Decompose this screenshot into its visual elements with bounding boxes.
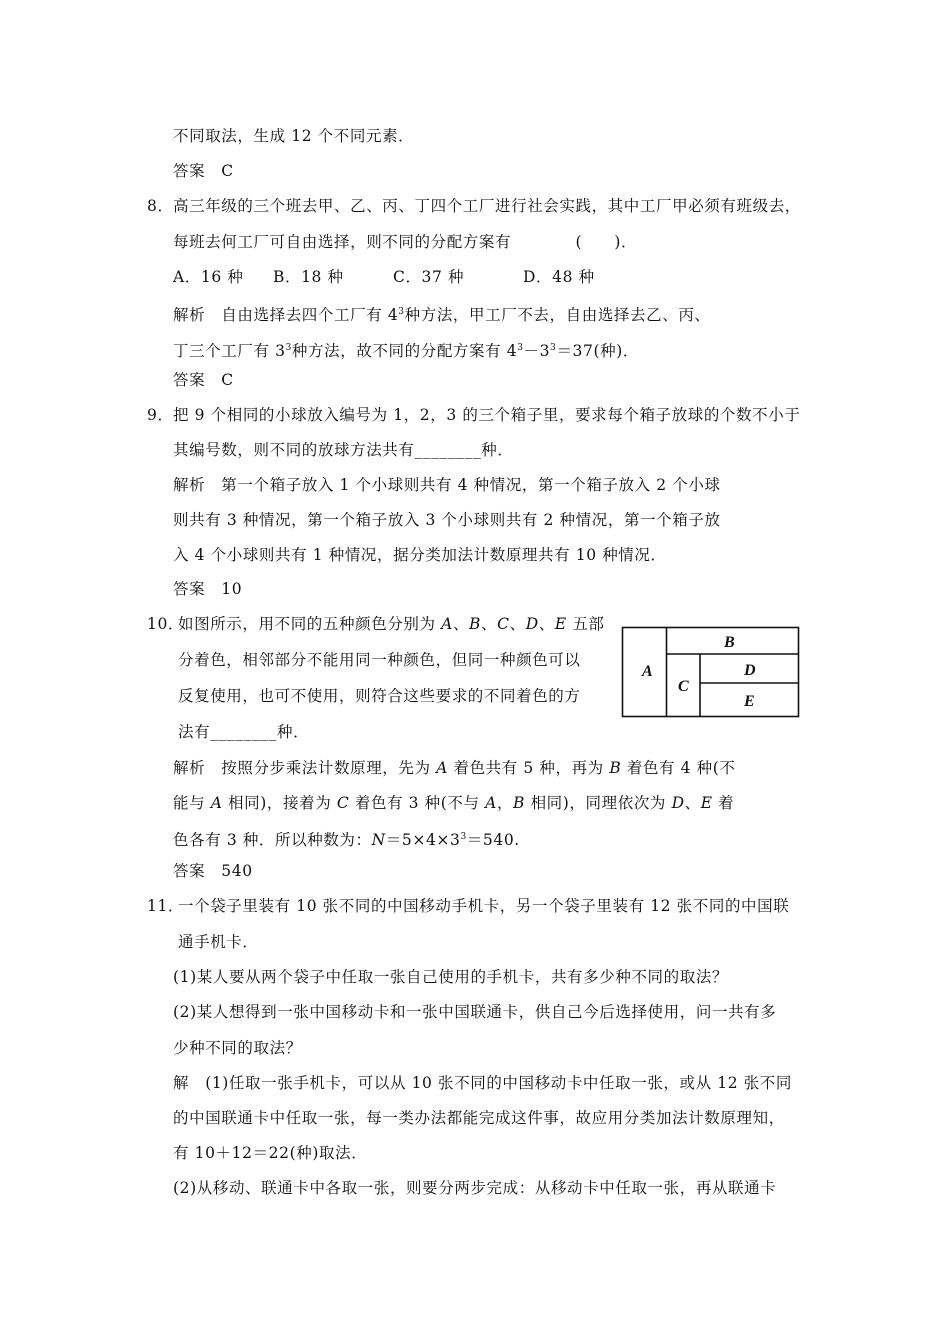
- var-d: D: [525, 615, 539, 633]
- q11-stem-line-1: 一个袋子里装有 10 张不同的中国移动手机卡，另一个袋子里装有 12 张不同的中国联: [178, 897, 790, 915]
- q10-analysis-line-1: [173, 758, 736, 778]
- q11-stem-line-2: 通手机卡．: [178, 933, 259, 951]
- q10-stem-line-2: 分着色，相邻部分不能用同一种颜色，但同一种颜色可以: [178, 651, 581, 669]
- separator: 、: [481, 615, 498, 633]
- q11-solution-line-1: 解 (1)任取一张手机卡，可以从 10 张不同的中国移动卡中任取一张，或从 12 张不同: [173, 1074, 793, 1092]
- q8-analysis-text: 种方法，甲工厂不去，自由选择去乙、丙、: [404, 306, 711, 324]
- q8-stem-line-1: 高三年级的三个班去甲、乙、丙、丁四个工厂进行社会实践，其中工厂甲必须有班级去，: [173, 197, 801, 215]
- q10-analysis-text: 解析 按照分步乘法计数原理，先为: [173, 759, 437, 777]
- q10-analysis-text: ＝540.: [466, 831, 520, 849]
- q10-analysis-text: 相同)，同理依次为: [525, 794, 672, 812]
- q8-analysis-text: ＝37(种)．: [556, 342, 639, 360]
- q8-option-a: A．16 种: [173, 268, 244, 286]
- var-a: A: [485, 794, 497, 812]
- region-e-label: E: [744, 693, 755, 710]
- q8-analysis-text: 解析 自由选择去四个工厂有 4: [173, 306, 399, 324]
- var-b: B: [513, 794, 526, 812]
- q7-answer: 答案 C: [173, 162, 234, 180]
- q10-analysis-text: 着色共有 5 种，再为: [447, 759, 610, 777]
- q10-stem-line-1: [178, 614, 605, 634]
- q9-number: 9．: [147, 406, 174, 424]
- q10-number: 10．: [147, 615, 185, 633]
- var-b: B: [469, 615, 482, 633]
- exponent: 3: [517, 343, 524, 353]
- var-a: A: [441, 615, 453, 633]
- var-a: A: [436, 759, 448, 777]
- region-c-label: C: [678, 678, 689, 695]
- q9-analysis-line-2: 则共有 3 种情况，第一个箱子放入 3 个小球则共有 2 种情况，第一个箱子放: [173, 511, 721, 529]
- q11-part-1: (1)某人要从两个袋子中任取一张自己使用的手机卡，共有多少种不同的取法？: [173, 968, 729, 986]
- var-c: C: [336, 794, 350, 812]
- q10-analysis-text: 色各有 3 种．所以种数为：: [173, 831, 372, 849]
- q10-analysis-text: ，: [496, 794, 514, 812]
- region-a-label: A: [642, 663, 653, 680]
- region-b-label: B: [724, 634, 735, 651]
- separator: 、: [538, 615, 555, 633]
- q10-analysis-line-2: [173, 793, 734, 813]
- var-n: N: [371, 831, 386, 849]
- var-d: D: [671, 794, 685, 812]
- q10-analysis-text: 着色有 4 种(不: [621, 759, 736, 777]
- q8-stem-line-2: 每班去何工厂可自由选择，则不同的分配方案有 ( )．: [173, 233, 638, 251]
- q9-analysis-line-1: 解析 第一个箱子放入 1 个小球则共有 4 种情况，第一个箱子放入 2 个小球: [173, 476, 721, 494]
- var-b: B: [609, 759, 622, 777]
- q10-analysis-text: 、: [684, 794, 701, 812]
- q10-stem-line-4: 法有________种．: [178, 723, 310, 741]
- q8-number: 8．: [147, 197, 174, 215]
- q8-option-d: D．48 种: [523, 268, 595, 286]
- q8-analysis-text: 种方法，故不同的分配方案有 4: [291, 342, 518, 360]
- coloring-diagram: [621, 626, 801, 720]
- exponent: 3: [550, 343, 557, 353]
- q10-stem-text: 如图所示，用不同的五种颜色分别为: [178, 615, 442, 633]
- q10-analysis-text: 能与: [173, 794, 211, 812]
- q11-part-2-line-2: 少种不同的取法？: [173, 1039, 302, 1057]
- separator: 、: [452, 615, 470, 633]
- var-e: E: [700, 794, 713, 812]
- q9-answer: 答案 10: [173, 580, 243, 598]
- q10-analysis-text: 着色有 3 种(不与: [349, 794, 486, 812]
- q8-option-c: C．37 种: [393, 268, 465, 286]
- q8-option-b: B．18 种: [273, 268, 344, 286]
- q8-answer: 答案 C: [173, 371, 234, 389]
- q8-analysis-line-2: [173, 338, 639, 361]
- q11-solution-line-2: 的中国联通卡中任取一张，每一类办法都能完成这件事，故应用分类加法计数原理知，: [173, 1109, 785, 1127]
- q10-analysis-text: 相同)，接着为: [222, 794, 337, 812]
- q11-part-2-line-1: (2)某人想得到一张中国移动卡和一张中国联通卡，供自己今后选择使用，问一共有多: [173, 1003, 777, 1021]
- q7-tail-line: 不同取法，生成 12 个不同元素．: [173, 127, 415, 145]
- var-e: E: [554, 615, 567, 633]
- q8-analysis-text: 丁三个工厂有 3: [173, 342, 286, 360]
- q10-answer: 答案 540: [173, 862, 253, 880]
- q8-analysis-line-1: [173, 302, 711, 325]
- q10-analysis-line-3: [173, 827, 520, 850]
- separator: 、: [509, 615, 526, 633]
- q9-stem-line-1: 把 9 个相同的小球放入编号为 1，2，3 的三个箱子里，要求每个箱子放球的个数不小于: [173, 406, 801, 424]
- var-a: A: [210, 794, 223, 812]
- q11-solution-line-3: 有 10＋12＝22(种)取法．: [173, 1144, 368, 1162]
- q10-analysis-text: ＝5×4×3: [385, 831, 461, 849]
- region-d-label: D: [744, 662, 756, 679]
- q11-solution-line-4: (2)从移动、联通卡中各取一张，则要分两步完成：从移动卡中任取一张，再从联通卡: [173, 1179, 777, 1197]
- exponent: 3: [285, 343, 292, 353]
- q8-analysis-text: －3: [523, 342, 551, 360]
- q9-stem-line-2: 其编号数，则不同的放球方法共有________种．: [173, 441, 514, 459]
- q11-number: 11．: [147, 897, 185, 915]
- var-c: C: [497, 615, 510, 633]
- q10-stem-line-3: 反复使用，也可不使用，则符合这些要求的不同着色的方: [178, 687, 581, 705]
- q10-analysis-text: 着: [712, 794, 735, 812]
- exponent: 3: [460, 832, 467, 842]
- q10-stem-text: 五部: [566, 615, 605, 633]
- q9-analysis-line-3: 入 4 个小球则共有 1 种情况，据分类加法计数原理共有 10 种情况．: [173, 546, 667, 564]
- exponent: 3: [398, 307, 405, 317]
